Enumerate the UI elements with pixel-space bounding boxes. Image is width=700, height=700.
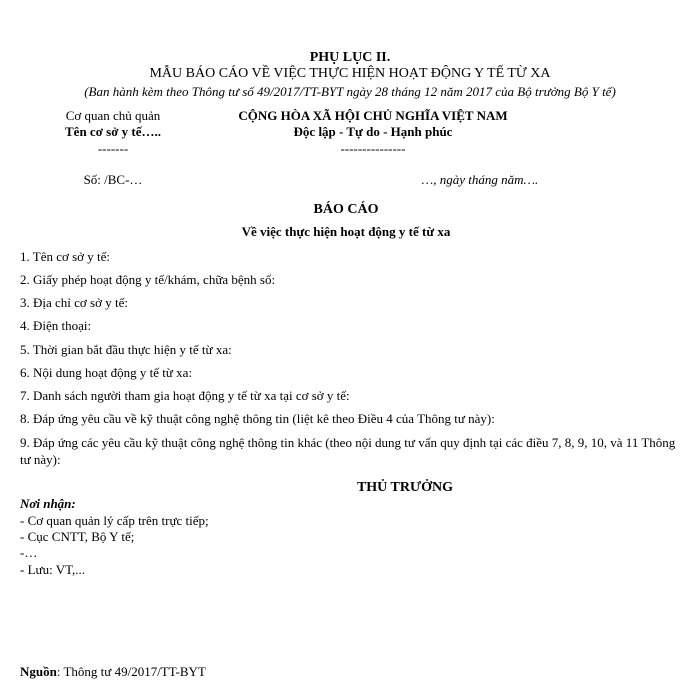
item-content: 6. Nội dung hoạt động y tế từ xa: [20, 365, 193, 380]
left-divider: ------- [97, 141, 129, 156]
item-it-requirements: 8. Đáp ứng yêu cầu về kỹ thuật công nghệ thông tin (liệt kê theo Điều 4 của Thông tư này): [20, 411, 495, 426]
agency-name: Cơ quan chủ quản [65, 108, 161, 123]
item-other-it-requirements: 9. Đáp ứng các yêu cầu kỹ thuật công nghệ thông tin khác (theo nội dung tư vấn quy định tại các điều 7, 8, 9, 10, và 11 Thông tư này): [20, 435, 676, 467]
item-address: 3. Địa chỉ cơ sở y tế: [20, 295, 128, 310]
appendix-title: PHỤ LỤC II. [309, 50, 391, 65]
item-participants: 7. Danh sách người tham gia hoạt động y tế từ xa tại cơ sở y tế: [20, 388, 350, 403]
item-phone: 4. Điện thoại: [20, 318, 92, 333]
source-line [20, 664, 206, 680]
report-subject: Về việc thực hiện hoạt động y tế từ xa [241, 224, 451, 239]
recipients-label: Nơi nhận: [20, 496, 76, 511]
item-facility-name: 1. Tên cơ sở y tế: [20, 249, 111, 264]
appendix-subtitle: MẪU BÁO CÁO VỀ VIỆC THỰC HIỆN HOẠT ĐỘNG Y TẾ TỪ XA [149, 66, 551, 81]
item-start-time: 5. Thời gian bắt đầu thực hiện y tế từ xa: [20, 342, 232, 357]
recipient-line: - Cục CNTT, Bộ Y tế; [20, 529, 135, 544]
place-date: …, ngày tháng năm…. [421, 172, 539, 187]
item-license: 2. Giấy phép hoạt động y tế/khám, chữa bệnh số: [20, 272, 276, 287]
facility-name: Tên cơ sở y tế….. [65, 124, 161, 139]
signature-title: THỦ TRƯỞNG [356, 480, 454, 495]
recipient-line: - Lưu: VT,... [20, 562, 86, 577]
recipient-line: -… [20, 545, 38, 560]
appendix-note: (Ban hành kèm theo Thông tư số 49/2017/TT-BYT ngày 28 tháng 12 năm 2017 của Bộ trưởng Bộ Y tế) [84, 84, 616, 99]
document-number: Số: /BC-… [83, 172, 143, 187]
country-name: CỘNG HÒA XÃ HỘI CHỦ NGHĨA VIỆT NAM [238, 108, 508, 123]
right-divider: --------------- [340, 141, 406, 156]
recipient-line: - Cơ quan quản lý cấp trên trực tiếp; [20, 513, 209, 528]
source-label: Nguồn [20, 664, 57, 679]
national-motto: Độc lập - Tự do - Hạnh phúc [293, 124, 453, 139]
report-title: BÁO CÁO [313, 202, 379, 217]
source-text: : Thông tư 49/2017/TT-BYT [56, 664, 206, 679]
